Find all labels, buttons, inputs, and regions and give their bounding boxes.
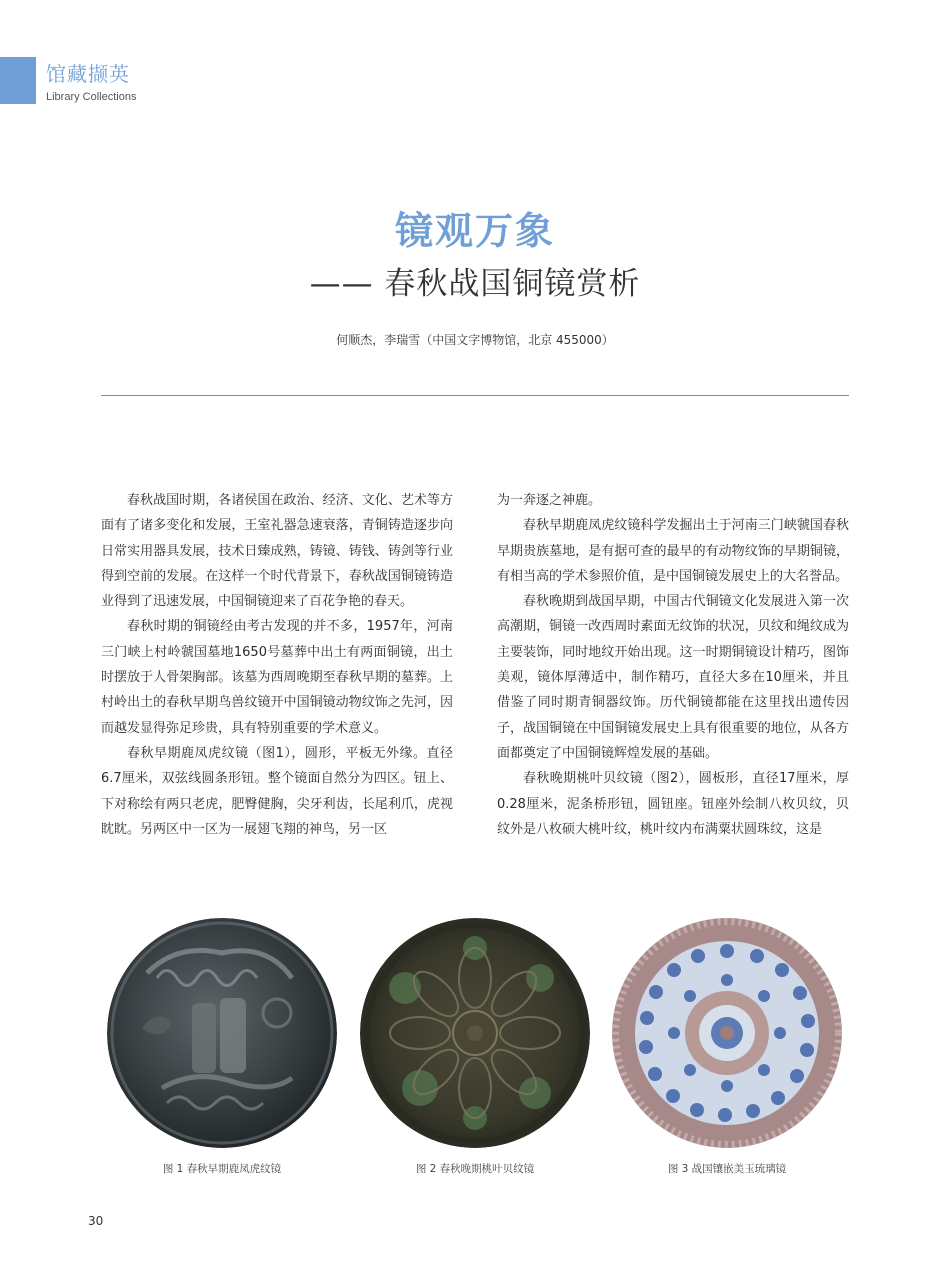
body-column-left	[101, 488, 453, 842]
title-divider	[101, 395, 849, 396]
section-color-block	[0, 57, 36, 104]
paragraph: 春秋早期鹿凤虎纹镜科学发掘出土于河南三门峡虢国春秋早期贵族墓地，是有据可查的最早的有动物纹饰的早期铜镜，有相当高的学术参照价值，是中国铜镜发展史上的大名誉品。	[497, 518, 849, 584]
paragraph: 春秋时期的铜镜经由考古发现的并不多，1957年，河南三门峡上村岭虢国墓地1650号墓葬中出土有两面铜镜，出土时摆放于人骨架胸部。该墓为西周晚期至春秋早期的墓葬。上村岭出土的春秋早期鸟兽纹镜开中国铜镜动物纹饰之先河，因而越发显得弥足珍贵，具有特别重要的学术意义。	[101, 619, 453, 736]
figure-2-mirror-image	[360, 918, 590, 1148]
figure-1-mirror-image	[107, 918, 337, 1148]
paragraph: 春秋晚期桃叶贝纹镜（图2），圆板形，直径17厘米，厚0.28厘米，泥条桥形钮，圆钮座。钮座外绘制八枚贝纹，贝纹外是八枚硕大桃叶纹，桃叶纹内布满粟状圆珠纹，这是	[497, 771, 849, 837]
figure-1-caption: 图 1 春秋早期鹿凤虎纹镜	[162, 1163, 282, 1175]
paragraph: 春秋早期鹿凤虎纹镜（图1），圆形，平板无外缘。直径6.7厘米，双弦线圆条形钮。整个镜面自然分为四区。钮上、下对称绘有两只老虎，肥臀健胸，尖牙利齿，长尾利爪，虎视眈眈。另两区中一区为一展翅飞翔的神鸟，另一区	[101, 745, 453, 837]
figure-3-mirror-image	[612, 918, 842, 1148]
figure-2-caption: 图 2 春秋晚期桃叶贝纹镜	[415, 1163, 535, 1175]
article-title: 镜观万象	[394, 208, 555, 253]
paragraph-continuation: 为一奔逐之神鹿。	[497, 493, 602, 508]
section-subtitle: Library Collections	[46, 91, 137, 103]
section-title: 馆藏撷英	[46, 62, 130, 86]
page-number: 30	[88, 1214, 104, 1228]
article-authors: 何顺杰，李瑞雪（中国文字博物馆，北京 455000）	[336, 333, 614, 347]
paragraph: 春秋晚期到战国早期，中国古代铜镜文化发展进入第一次高潮期，铜镜一改西周时素面无纹饰的状况，贝纹和绳纹成为主要装饰，同时地纹开始出现。这一时期铜镜设计精巧，图饰美观，镜体厚薄适中，制作精巧，直径大多在10厘米，并且借鉴了同时期青铜器纹饰。历代铜镜都能在这里找出遗传因子，战国铜镜在中国铜镜发展史上具有很重要的地位，从各方面都奠定了中国铜镜辉煌发展的基础。	[497, 594, 849, 761]
body-column-right	[497, 488, 849, 842]
paragraph: 春秋战国时期，各诸侯国在政治、经济、文化、艺术等方面有了诸多变化和发展，王室礼器急速衰落，青铜铸造逐步向日常实用器具发展，技术日臻成熟，铸镜、铸钱、铸剑等行业得到空前的发展。在这样一个时代背景下，春秋战国铜镜铸造业得到了迅速发展，中国铜镜迎来了百花争艳的春天。	[101, 493, 453, 610]
article-subtitle: —— 春秋战国铜镜赏析	[309, 266, 641, 302]
figure-3-caption: 图 3 战国镶嵌美玉琉璃镜	[667, 1163, 787, 1175]
